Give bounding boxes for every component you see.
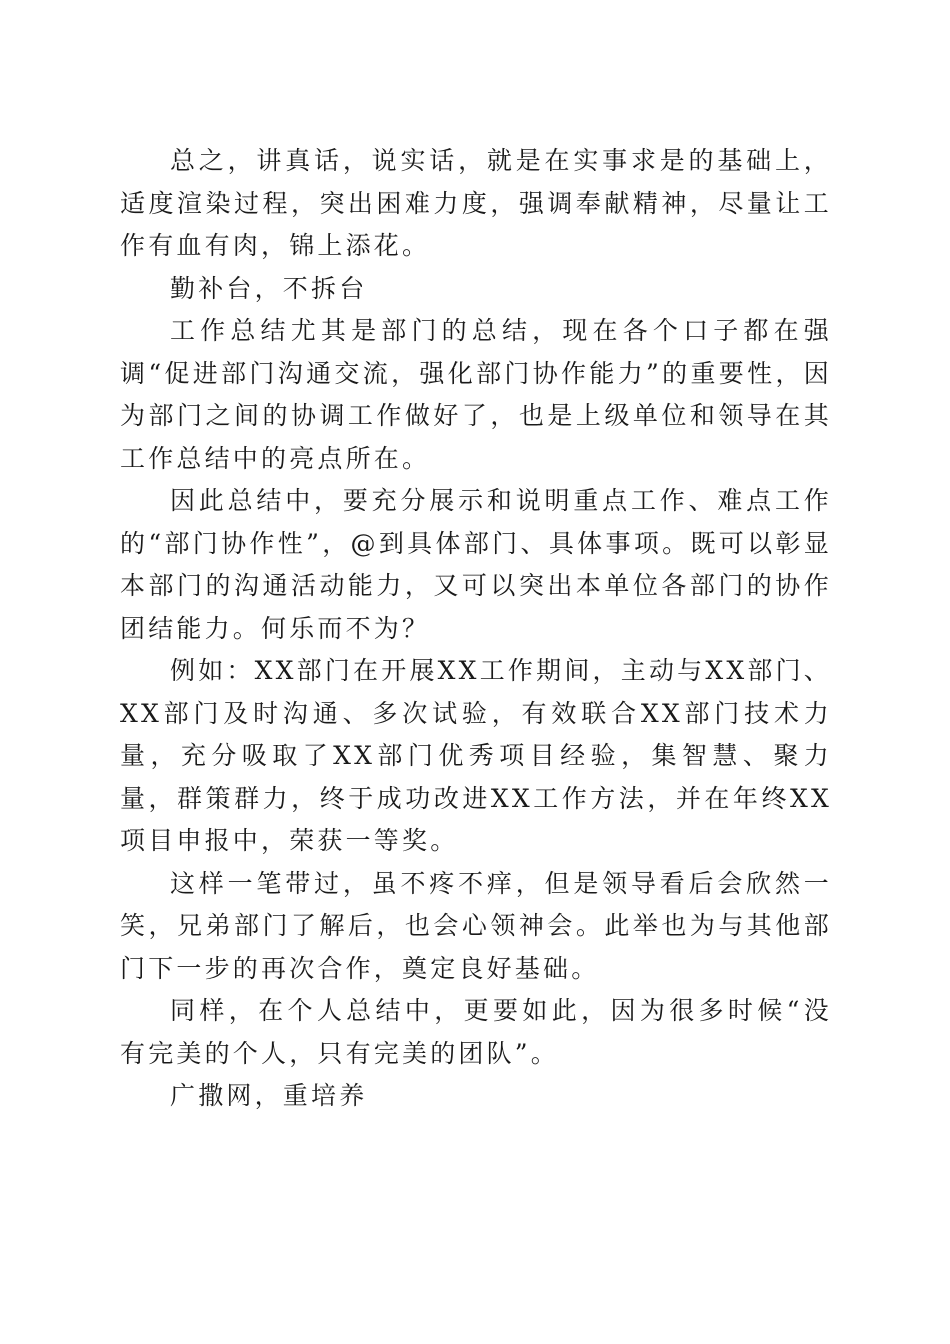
paragraph-summary: 总之，讲真话，说实话，就是在实事求是的基础上，适度渲染过程，突出困难力度，强调奉献精神，尽量让工作有血有肉，锦上添花。 <box>120 146 832 260</box>
document-body <box>120 140 832 1118</box>
section-heading-support: 勤补台，不拆台 <box>170 273 368 303</box>
section-heading-cultivate: 广撒网，重培养 <box>170 1081 368 1110</box>
paragraph-department-summary: 工作总结尤其是部门的总结，现在各个口子都在强调“促进部门沟通交流，强化部门协作能力”的重要性，因为部门之间的协调工作做好了，也是上级单位和领导在其工作总结中的亮点所在。 <box>120 316 832 473</box>
paragraph-effect: 这样一笔带过，虽不疼不痒，但是领导看后会欣然一笑，兄弟部门了解后，也会心领神会。此举也为与其他部门下一步的再次合作，奠定良好基础。 <box>120 868 832 983</box>
paragraph-personal: 同样，在个人总结中，更要如此，因为很多时候“没有完美的个人，只有完美的团队”。 <box>120 996 832 1068</box>
paragraph-collaboration: 因此总结中，要充分展示和说明重点工作、难点工作的“部门协作性”，@到具体部门、具体事项。既可以彰显本部门的沟通活动能力，又可以突出本单位各部门的协作团结能力。何乐而不为？ <box>120 486 832 643</box>
paragraph-example: 例如：XX部门在开展XX工作期间，主动与XX部门、XX部门及时沟通、多次试验，有效联合XX部门技术力量，充分吸取了XX部门优秀项目经验，集智慧、聚力量，群策群力，终于成功改进XX工作方法，并在年终XX项目申报中，荣获一等奖。 <box>120 656 832 855</box>
